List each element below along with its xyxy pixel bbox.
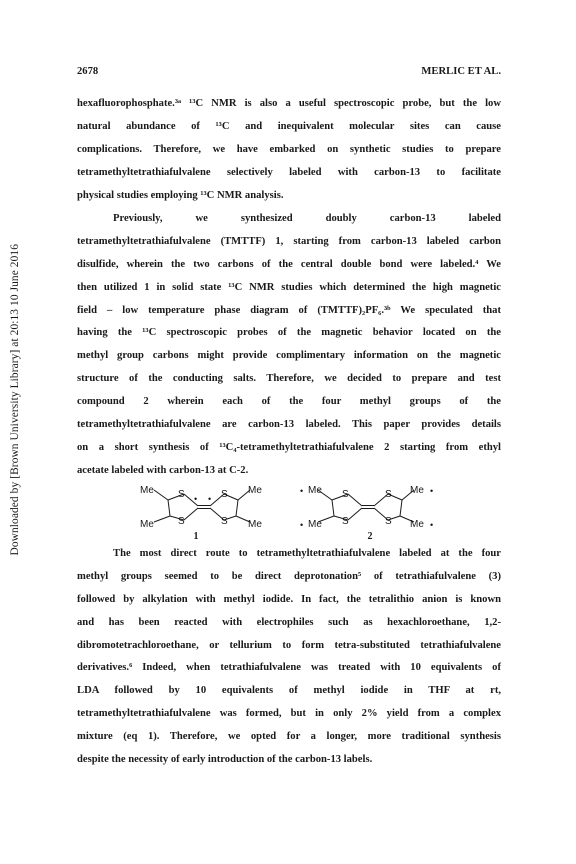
text-line: structure of the conducting salts. Therefore, we decided to prepare and test [77,373,501,385]
text-line: on a short synthesis of ¹³C₄-tetramethyltetrathiafulvalene 2 starting from ethyl [77,441,501,453]
text-line: complications. Therefore, we have embarked on synthetic studies to prepare [77,143,501,155]
text-line: derivatives.⁶ Indeed, when tetrathiafulvalene was treated with 10 equivalents of [77,662,501,674]
methyl-label: Me [140,485,154,496]
text-line: field – low temperature phase diagram of (TMTTF)₂PF₆.³ᵇ We speculated that [77,304,501,316]
label-dot: • [208,494,212,504]
sulfur-atom: S [178,489,185,500]
paragraph-2 [77,208,501,483]
paragraph-1 [77,93,501,207]
download-watermark [4,120,26,680]
label-dot: • [300,520,304,530]
methyl-label: Me [410,485,424,496]
page-header [77,66,501,77]
methyl-label: Me [308,485,322,496]
sulfur-atom: S [221,516,228,527]
sulfur-atom: S [221,489,228,500]
structure-1-drawing [140,486,270,532]
label-dot: • [300,486,304,496]
text-line: hexafluorophosphate.³ᵃ ¹³C NMR is also a useful spectroscopic probe, but the low [77,98,501,109]
text-line: followed by alkylation with methyl iodide. In fact, the tetralithio anion is known [77,593,501,605]
download-notice-text: Downloaded by [Brown University Library] at 20:13 10 June 2016 [9,244,21,556]
text-line: disulfide, wherein the two carbons of the central double bond were labeled.⁴ We [77,258,501,270]
text-line: compound 2 wherein each of the four methyl groups of the [77,396,501,408]
text-line: methyl group carbons might provide complimentary information on the magnetic [77,350,501,362]
structure-2-tmttf-13c4 [300,486,440,532]
text-line: tetramethyltetrathiafulvalene selectively labeled with carbon-13 to facilitate [77,166,501,178]
methyl-label: Me [410,519,424,530]
paragraph-3 [77,543,501,772]
text-line: methyl groups seemed to be direct deprotonation⁵ of tetrathiafulvalene (3) [77,570,501,582]
methyl-label: Me [248,485,262,496]
sulfur-atom: S [385,489,392,500]
sulfur-atom: S [342,489,349,500]
text-line: tetramethyltetrathiafulvalene (TMTTF) 1, starting from carbon-13 labeled carbon [77,235,501,247]
sulfur-atom: S [385,516,392,527]
text-line: having the ¹³C spectroscopic probes of the magnetic behavior located on the [77,327,501,339]
sulfur-atom: S [178,516,185,527]
text-line: tetramethyltetrathiafulvalene are carbon-13 labeled. This paper provides details [77,419,501,431]
text-line: natural abundance of ¹³C and inequivalent molecular sites can cause [77,120,501,132]
text-line: then utilized 1 in solid state ¹³C NMR studies which determined the high magnetic [77,281,501,293]
text-line: LDA followed by 10 equivalents of methyl iodide in THF at rt, [77,685,501,697]
label-dot: • [430,486,434,496]
text-line: Previously, we synthesized doubly carbon-13 labeled [113,213,501,224]
label-dot: • [430,520,434,530]
label-dot: • [194,494,198,504]
text-line: The most direct route to tetramethyltetrathiafulvalene labeled at the four [113,548,501,559]
text-line: despite the necessity of early introduction of the carbon-13 labels. [77,754,373,766]
text-line: acetate labeled with carbon-13 at C-2. [77,464,249,476]
methyl-label: Me [140,519,154,530]
methyl-label: Me [248,519,262,530]
running-head: MERLIC ET AL. [421,66,501,77]
compound-number-1: 1 [193,531,199,542]
text-line: physical studies employing ¹³C NMR analysis. [77,189,284,201]
structure-1-tmttf [140,486,270,532]
text-line: tetramethyltetrathiafulvalene was formed, but in only 2% yield from a complex [77,708,501,720]
text-line: and has been reacted with electrophiles such as hexachloroethane, 1,2- [77,616,501,628]
text-line: mixture (eq 1). Therefore, we opted for a longer, more traditional synthesis [77,731,501,743]
methyl-label: Me [308,519,322,530]
text-line: dibromotetrachloroethane, or tellurium to form tetra-substituted tetrathiafulvalene [77,639,501,651]
compound-number-2: 2 [367,531,373,542]
sulfur-atom: S [342,516,349,527]
structure-2-drawing [300,486,440,532]
page-number: 2678 [77,66,99,77]
